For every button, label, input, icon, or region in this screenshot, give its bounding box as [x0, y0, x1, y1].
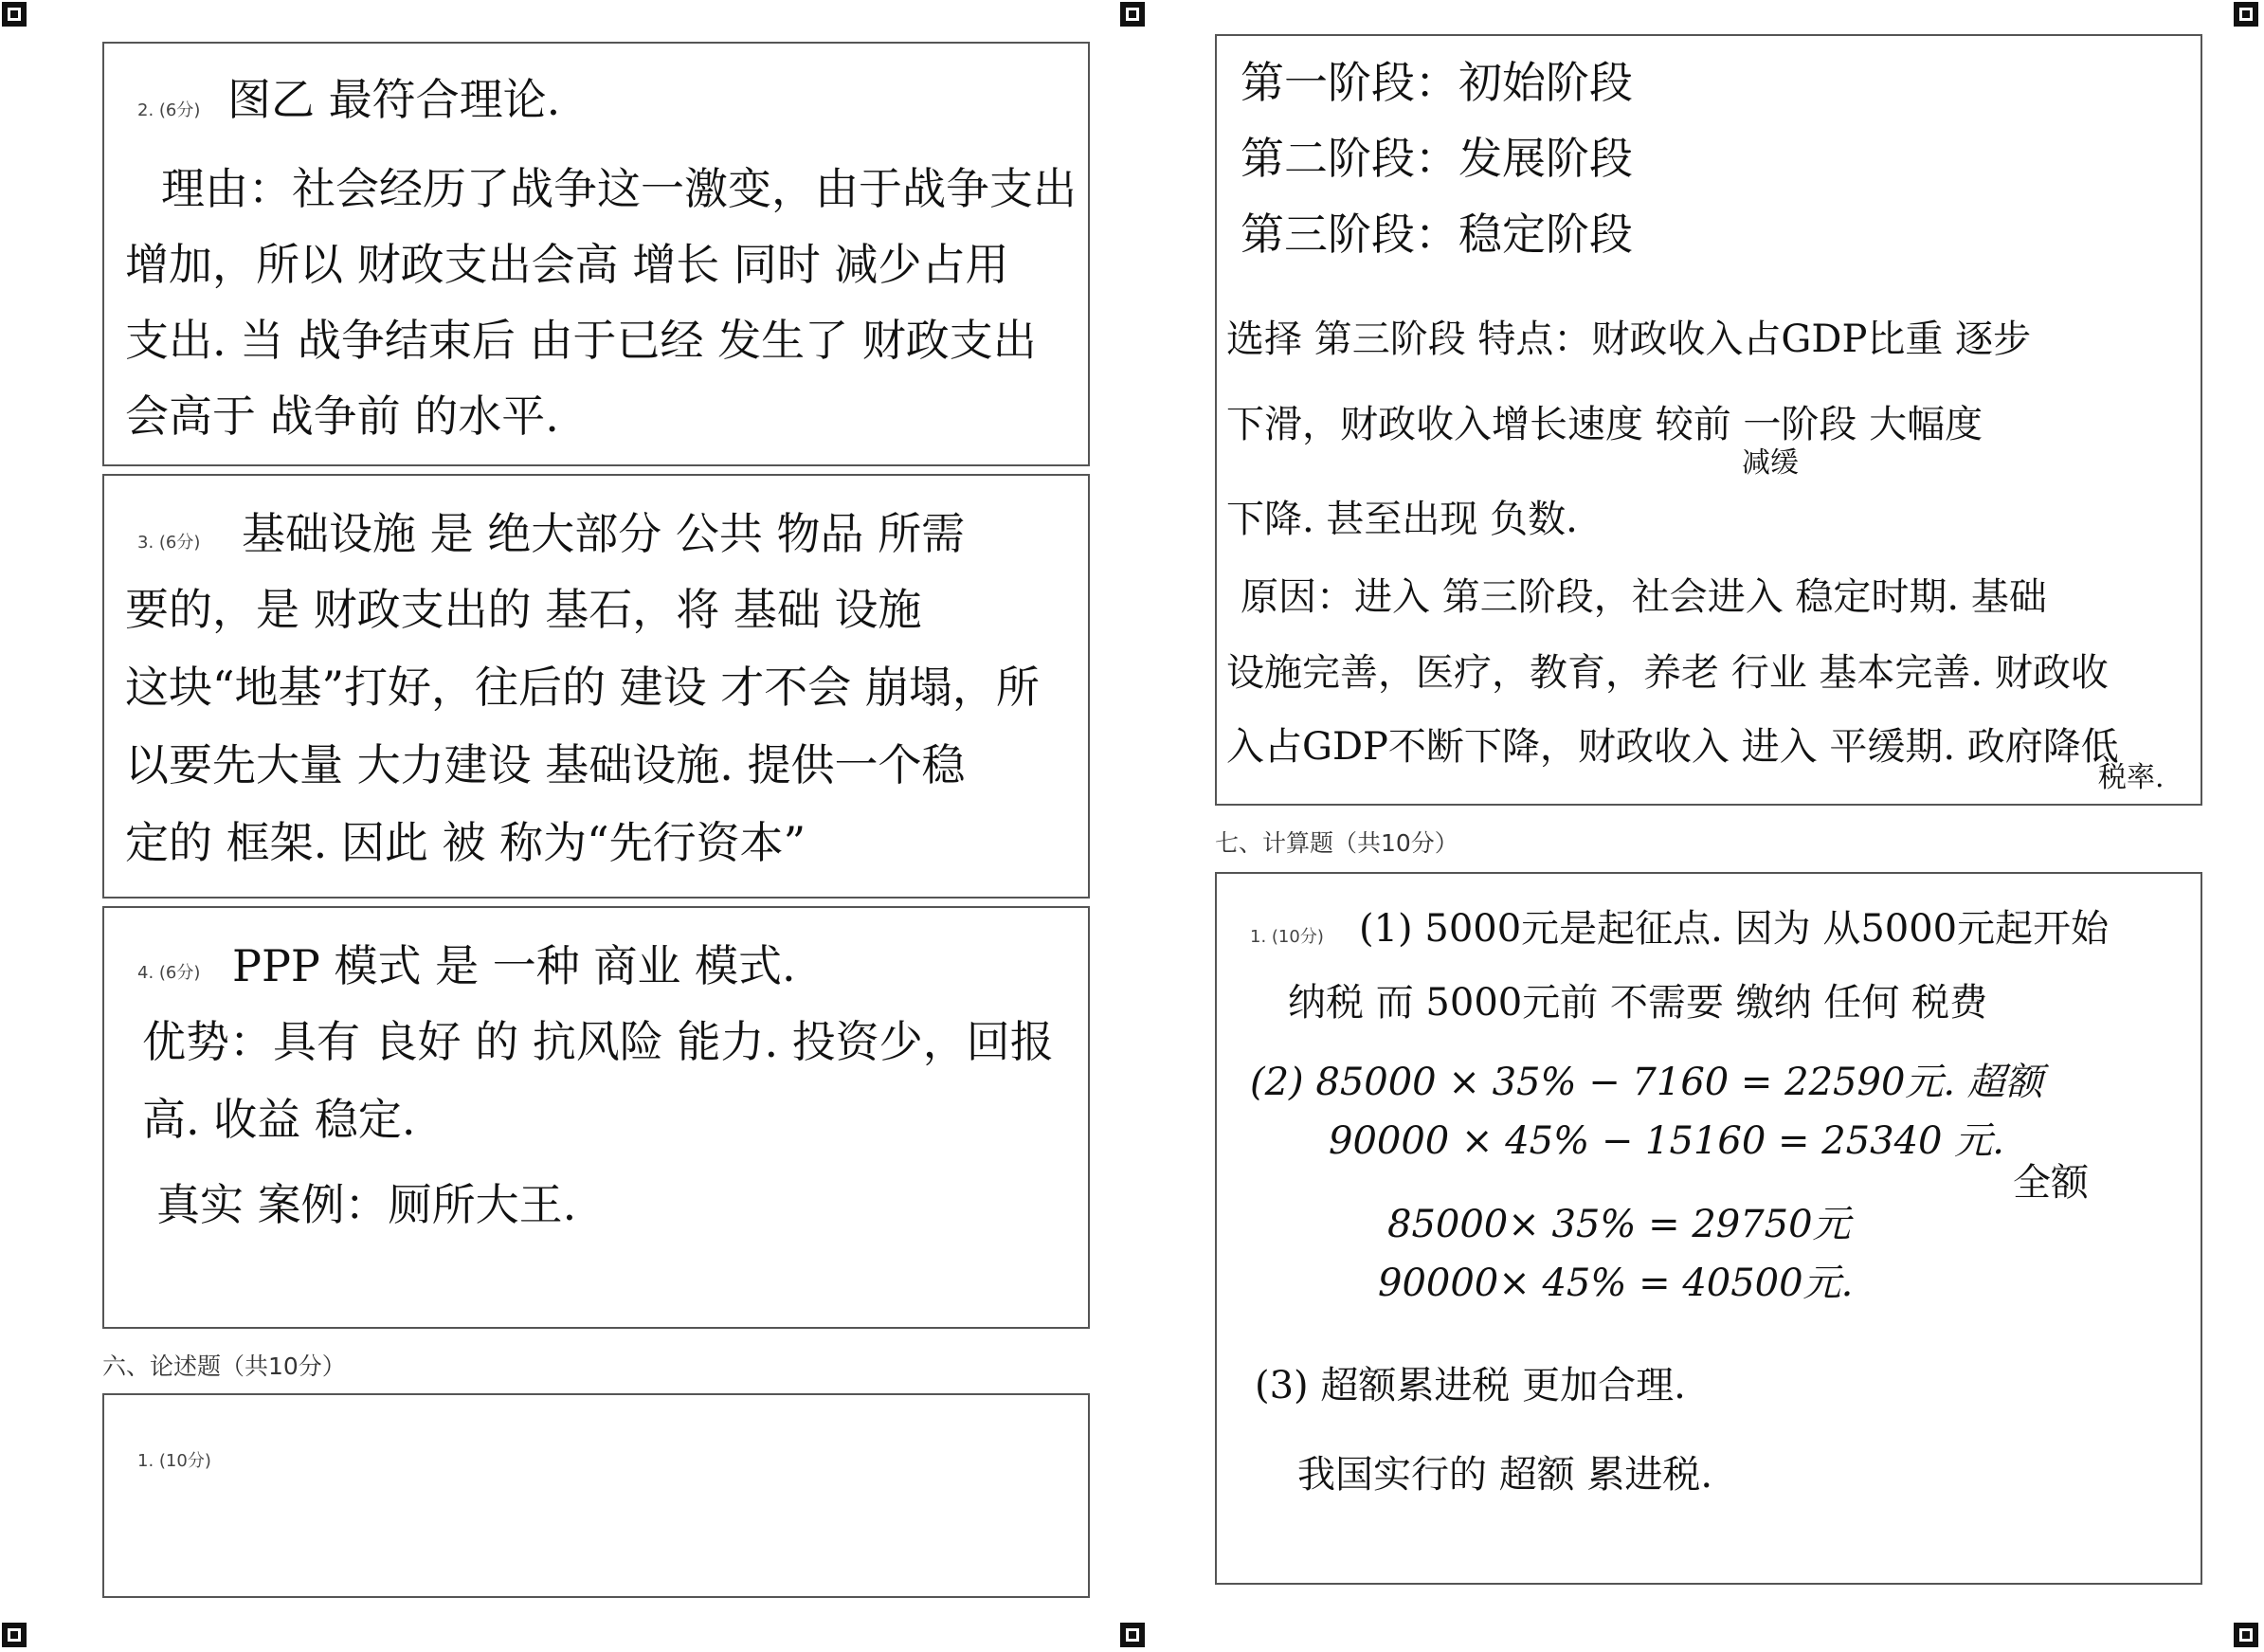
handwritten-insert: 减缓 — [1742, 446, 1799, 480]
handwritten-line: 会高于 战争前 的水平. — [125, 390, 559, 442]
handwritten-note: 全额 — [2013, 1161, 2089, 1205]
answer-box-essay-q1[interactable] — [102, 1393, 1090, 1598]
corner-mark-bottom-left — [0, 1621, 28, 1649]
handwritten-line: (2) 85000 × 35% − 7160 = 22590元. 超额 — [1250, 1061, 2043, 1104]
section-title-calculation: 七、计算题（共10分） — [1215, 829, 1458, 857]
handwritten-line: 要的，是 财政支出的 基石，将 基础 设施 — [125, 584, 922, 635]
handwritten-line: 高. 收益 稳定. — [142, 1094, 416, 1145]
handwritten-line: 90000 × 45% − 15160 = 25340 元. — [1329, 1119, 2004, 1163]
handwritten-line: 我国实行的 超额 累进税. — [1297, 1453, 1713, 1497]
corner-mark-bottom-right — [2232, 1621, 2260, 1649]
corner-mark-top-right — [2232, 0, 2260, 28]
answer-box-q3 — [102, 474, 1090, 899]
handwritten-line: 入占GDP不断下降，财政收入 进入 平缓期. 政府降低 — [1226, 725, 2119, 769]
corner-mark-top-left — [0, 0, 28, 28]
handwritten-line: 下降. 甚至出现 负数. — [1226, 498, 1578, 541]
question-number: 2. (6分) — [137, 100, 201, 120]
handwritten-line: 纳税 而 5000元前 不需要 缴纳 任何 税费 — [1288, 981, 1988, 1025]
handwritten-line: 理由：社会经历了战争这一激变，由于战争支出 — [161, 163, 1077, 214]
handwritten-line: 基础设施 是 绝大部分 公共 物品 所需 — [242, 508, 966, 559]
handwritten-line: 支出. 当 战争结束后 由于已经 发生了 财政支出 — [125, 315, 1037, 366]
handwritten-line: (3) 超额累进税 更加合理. — [1255, 1364, 1686, 1407]
handwritten-line: 图乙 最符合理论. — [227, 74, 561, 125]
section-title-essay: 六、论述题（共10分） — [102, 1352, 346, 1380]
handwritten-line: 真实 案例：厕所大王. — [156, 1179, 577, 1230]
handwritten-line: 这块“地基”打好，往后的 建设 才不会 崩塌，所 — [125, 662, 1040, 713]
handwritten-line: 第一阶段：初始阶段 — [1241, 57, 1633, 108]
handwritten-line: 第三阶段：稳定阶段 — [1241, 209, 1633, 260]
handwritten-line: 原因：进入 第三阶段，社会进入 稳定时期. 基础 — [1241, 575, 2047, 619]
question-number: 4. (6分) — [137, 963, 201, 983]
corner-mark-bottom-center — [1118, 1621, 1147, 1649]
answer-box-q2 — [102, 42, 1090, 466]
handwritten-line: (1) 5000元是起征点. 因为 从5000元起开始 — [1359, 907, 2110, 951]
answer-box-continuation — [1215, 34, 2202, 806]
handwritten-line: 90000× 45% = 40500元. — [1378, 1262, 1854, 1305]
answer-box-calc-q1 — [1215, 872, 2202, 1585]
corner-mark-top-center — [1118, 0, 1147, 28]
handwritten-line: 增加，所以 财政支出会高 增长 同时 减少占用 — [125, 239, 1009, 290]
handwritten-line: 税率. — [2098, 761, 2164, 794]
answer-box-q4 — [102, 906, 1090, 1329]
handwritten-line: 优势：具有 良好 的 抗风险 能力. 投资少，回报 — [142, 1016, 1054, 1067]
handwritten-line: 以要先大量 大力建设 基础设施. 提供一个稳 — [125, 739, 966, 790]
question-number: 3. (6分) — [137, 533, 201, 553]
handwritten-line: 设施完善，医疗，教育，养老 行业 基本完善. 财政收 — [1226, 651, 2109, 695]
handwritten-line: 定的 框架. 因此 被 称为“先行资本” — [125, 817, 806, 868]
handwritten-line: 第二阶段：发展阶段 — [1241, 133, 1633, 184]
handwritten-line: PPP 模式 是 一种 商业 模式. — [232, 940, 796, 991]
handwritten-line: 85000× 35% = 29750元 — [1387, 1203, 1851, 1246]
handwritten-line: 下滑，财政收入增长速度 较前 一阶段 大幅度 — [1226, 403, 1983, 446]
question-number: 1. (10分) — [137, 1451, 211, 1471]
question-number: 1. (10分) — [1250, 927, 1324, 947]
handwritten-line: 选择 第三阶段 特点：财政收入占GDP比重 逐步 — [1226, 318, 2032, 361]
